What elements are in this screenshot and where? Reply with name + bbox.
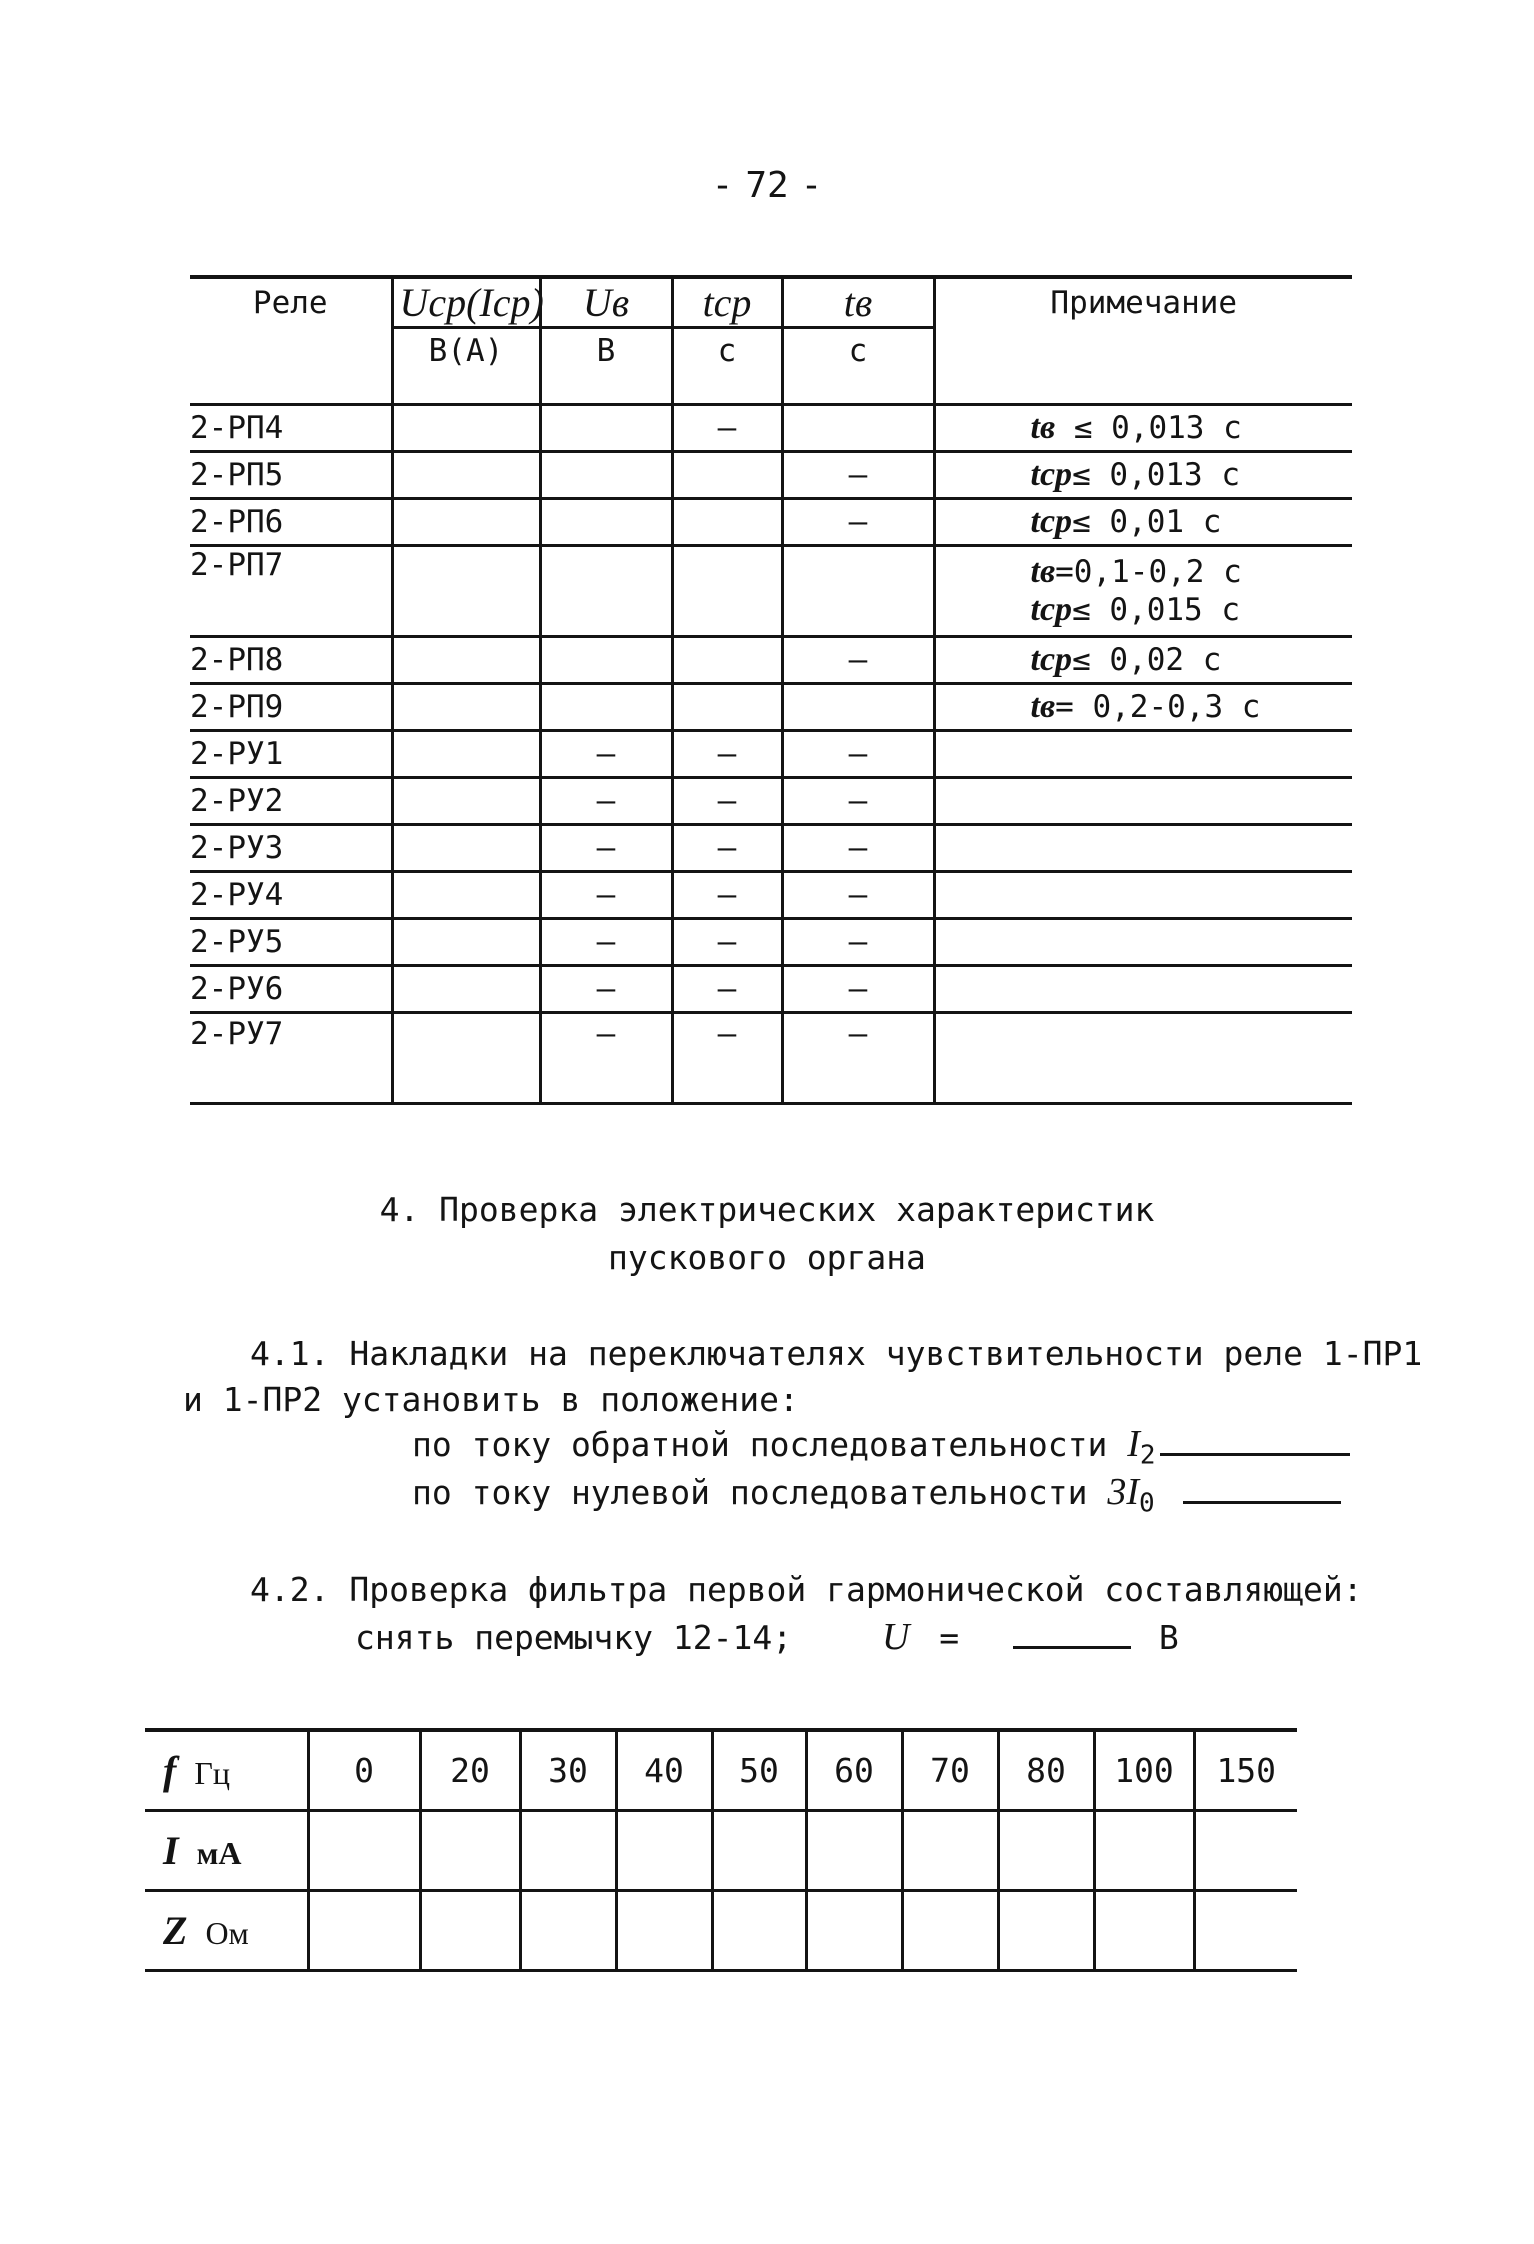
cell-u-v — [540, 637, 672, 684]
unit: В — [1158, 1618, 1179, 1657]
unit: Ом — [205, 1915, 249, 1951]
row-label — [145, 1811, 308, 1891]
freq-cell — [1194, 1891, 1297, 1971]
freq-cell: 100 — [1094, 1730, 1194, 1811]
cell-u-sp — [392, 684, 540, 731]
relay-name: 2-РУ6 — [190, 966, 392, 1013]
freq-row-i — [145, 1811, 1297, 1891]
header-note: Примечание — [934, 277, 1352, 328]
equals: = — [939, 1618, 960, 1657]
cell-u-sp — [392, 872, 540, 919]
cell-u-v: – — [540, 872, 672, 919]
relay-name: 2-РП5 — [190, 452, 392, 499]
cell-t-sp: – — [672, 919, 782, 966]
header-u-v: Uв — [540, 277, 672, 328]
cell-t-v — [782, 684, 934, 731]
freq-cell — [616, 1811, 712, 1891]
relay-name: 2-РП7 — [190, 546, 392, 637]
section-title-line: 4. Проверка электрических характеристик — [379, 1190, 1155, 1229]
unit-t-sp: с — [672, 328, 782, 405]
cell-u-v — [540, 684, 672, 731]
relay-name: 2-РУ3 — [190, 825, 392, 872]
blank-field — [1160, 1427, 1350, 1456]
text: снять перемычку 12-14; — [355, 1618, 793, 1657]
cell-u-sp — [392, 1013, 540, 1104]
freq-cell: 50 — [712, 1730, 806, 1811]
cell-t-sp — [672, 452, 782, 499]
cell-t-sp: – — [672, 872, 782, 919]
cell-u-sp — [392, 966, 540, 1013]
unit-t-v: с — [782, 328, 934, 405]
note-symbol: tв — [1030, 409, 1056, 446]
cell-u-v — [540, 546, 672, 637]
section-title — [0, 1186, 1534, 1282]
freq-row-z — [145, 1891, 1297, 1971]
note-text: =0,1-0,2 с — [1055, 554, 1242, 590]
cell-note — [934, 405, 1352, 452]
freq-cell — [308, 1891, 420, 1971]
unit-note-empty — [934, 328, 1352, 405]
cell-t-sp: – — [672, 405, 782, 452]
symbol: 3I — [1107, 1471, 1140, 1513]
freq-cell: 20 — [420, 1730, 520, 1811]
cell-t-v: – — [782, 872, 934, 919]
cell-u-sp — [392, 452, 540, 499]
freq-cell — [902, 1811, 998, 1891]
table-row — [190, 684, 1352, 731]
cell-t-v: – — [782, 452, 934, 499]
symbol: U — [881, 1616, 910, 1658]
cell-t-v: – — [782, 731, 934, 778]
cell-note — [934, 825, 1352, 872]
note-text: ≤ 0,013 с — [1055, 410, 1242, 446]
freq-cell: 80 — [998, 1730, 1094, 1811]
cell-t-sp: – — [672, 1013, 782, 1104]
freq-cell: 0 — [308, 1730, 420, 1811]
cell-u-v — [540, 405, 672, 452]
symbol: I — [1127, 1423, 1140, 1465]
cell-u-sp — [392, 637, 540, 684]
cell-u-v: – — [540, 731, 672, 778]
table-row — [190, 872, 1352, 919]
cell-note — [934, 966, 1352, 1013]
cell-t-v: – — [782, 825, 934, 872]
cell-t-v: – — [782, 1013, 934, 1104]
freq-cell — [420, 1811, 520, 1891]
cell-u-sp — [392, 778, 540, 825]
row-label — [145, 1730, 308, 1811]
cell-u-v: – — [540, 1013, 672, 1104]
cell-t-sp: – — [672, 825, 782, 872]
cell-note — [934, 452, 1352, 499]
cell-u-sp — [392, 499, 540, 546]
note-text: ≤ 0,015 с — [1072, 592, 1241, 628]
freq-cell: 70 — [902, 1730, 998, 1811]
note-symbol: tв — [1030, 688, 1056, 725]
cell-t-sp: – — [672, 778, 782, 825]
freq-cell — [308, 1811, 420, 1891]
freq-cell — [902, 1891, 998, 1971]
freq-cell — [520, 1891, 616, 1971]
cell-t-sp: – — [672, 731, 782, 778]
cell-t-sp — [672, 637, 782, 684]
relay-name: 2-РУ1 — [190, 731, 392, 778]
cell-t-v — [782, 405, 934, 452]
note-text: = 0,2-0,3 с — [1055, 689, 1261, 725]
relay-table — [190, 275, 1352, 1105]
cell-t-v: – — [782, 637, 934, 684]
symbol: I — [163, 1828, 179, 1873]
freq-cell — [998, 1891, 1094, 1971]
table-row — [190, 919, 1352, 966]
relay-name: 2-РУ2 — [190, 778, 392, 825]
symbol: Z — [163, 1908, 188, 1953]
cell-u-v: – — [540, 966, 672, 1013]
table-row — [190, 452, 1352, 499]
cell-u-sp — [392, 546, 540, 637]
text: по току обратной последовательности — [412, 1425, 1128, 1464]
note-text: ≤ 0,02 с — [1072, 642, 1222, 678]
cell-note — [934, 778, 1352, 825]
freq-cell — [806, 1891, 902, 1971]
freq-cell: 150 — [1194, 1730, 1297, 1811]
section-title-line: пускового органа — [608, 1238, 926, 1277]
cell-u-sp — [392, 405, 540, 452]
relay-name: 2-РП9 — [190, 684, 392, 731]
cell-note — [934, 546, 1352, 637]
cell-t-sp: – — [672, 966, 782, 1013]
note-symbol: tср — [1030, 591, 1073, 628]
table-row — [190, 546, 1352, 637]
cell-note — [934, 1013, 1352, 1104]
unit: Гц — [194, 1755, 230, 1791]
unit-u-v: В — [540, 328, 672, 405]
cell-t-v: – — [782, 966, 934, 1013]
cell-u-v: – — [540, 919, 672, 966]
subscript: 0 — [1139, 1488, 1155, 1519]
symbol: f — [163, 1748, 177, 1793]
para-4-1-line4 — [412, 1470, 1341, 1519]
cell-u-sp — [392, 825, 540, 872]
para-4-1-line1: 4.1. Накладки на переключателях чувствительности реле 1-ПР1 — [250, 1334, 1423, 1373]
freq-cell — [1094, 1811, 1194, 1891]
cell-note — [934, 684, 1352, 731]
cell-u-sp — [392, 731, 540, 778]
cell-u-v — [540, 452, 672, 499]
table-row — [190, 637, 1352, 684]
table-row — [190, 966, 1352, 1013]
note-symbol: tср — [1030, 456, 1073, 493]
unit: мА — [196, 1835, 242, 1871]
header-t-sp: tср — [672, 277, 782, 328]
note-symbol: tср — [1030, 641, 1073, 678]
header-t-v: tв — [782, 277, 934, 328]
freq-cell — [616, 1891, 712, 1971]
table-row — [190, 825, 1352, 872]
table-row — [190, 499, 1352, 546]
relay-name: 2-РУ7 — [190, 1013, 392, 1104]
cell-u-v: – — [540, 778, 672, 825]
note-text: ≤ 0,01 с — [1072, 504, 1222, 540]
blank-field — [1013, 1620, 1131, 1649]
cell-u-sp — [392, 919, 540, 966]
para-4-2-line2 — [355, 1615, 1179, 1659]
freq-cell — [712, 1891, 806, 1971]
unit-relay-empty — [190, 328, 392, 405]
text: по току нулевой последовательности — [412, 1473, 1108, 1512]
relay-name: 2-РП4 — [190, 405, 392, 452]
cell-t-sp — [672, 684, 782, 731]
relay-name: 2-РП8 — [190, 637, 392, 684]
freq-cell — [712, 1811, 806, 1891]
relay-name: 2-РУ4 — [190, 872, 392, 919]
cell-note — [934, 872, 1352, 919]
header-u-sp: Uср(Iср) — [392, 277, 540, 328]
cell-u-v: – — [540, 825, 672, 872]
freq-row-f — [145, 1730, 1297, 1811]
table-row — [190, 731, 1352, 778]
cell-t-v: – — [782, 919, 934, 966]
relay-name: 2-РП6 — [190, 499, 392, 546]
freq-cell — [1094, 1891, 1194, 1971]
freq-cell — [998, 1811, 1094, 1891]
cell-note — [934, 499, 1352, 546]
freq-cell — [420, 1891, 520, 1971]
note-line — [1031, 553, 1347, 591]
blank-field — [1183, 1475, 1341, 1504]
table-row — [190, 778, 1352, 825]
note-line — [1031, 591, 1347, 629]
cell-t-sp — [672, 546, 782, 637]
note-text: ≤ 0,013 с — [1072, 457, 1241, 493]
cell-t-sp — [672, 499, 782, 546]
frequency-table — [145, 1728, 1297, 1972]
header-relay: Реле — [190, 277, 392, 328]
note-symbol: tср — [1030, 503, 1073, 540]
freq-cell: 30 — [520, 1730, 616, 1811]
cell-t-v: – — [782, 778, 934, 825]
freq-cell — [520, 1811, 616, 1891]
relay-name: 2-РУ5 — [190, 919, 392, 966]
row-label — [145, 1891, 308, 1971]
para-4-2-line1: 4.2. Проверка фильтра первой гармонической составляющей: — [250, 1570, 1363, 1609]
subscript: 2 — [1139, 1440, 1156, 1471]
freq-cell — [806, 1811, 902, 1891]
cell-u-v — [540, 499, 672, 546]
cell-note — [934, 919, 1352, 966]
unit-u-sp: В(А) — [392, 328, 540, 405]
cell-note — [934, 637, 1352, 684]
para-4-1-line2: и 1-ПР2 установить в положение: — [183, 1380, 799, 1419]
freq-cell: 60 — [806, 1730, 902, 1811]
page-number: - 72 - — [711, 165, 823, 206]
note-symbol: tв — [1030, 553, 1056, 590]
cell-note — [934, 731, 1352, 778]
table-row — [190, 1013, 1352, 1104]
freq-cell: 40 — [616, 1730, 712, 1811]
freq-cell — [1194, 1811, 1297, 1891]
para-4-1-line3 — [412, 1422, 1350, 1471]
cell-t-v — [782, 546, 934, 637]
cell-t-v: – — [782, 499, 934, 546]
table-row — [190, 405, 1352, 452]
